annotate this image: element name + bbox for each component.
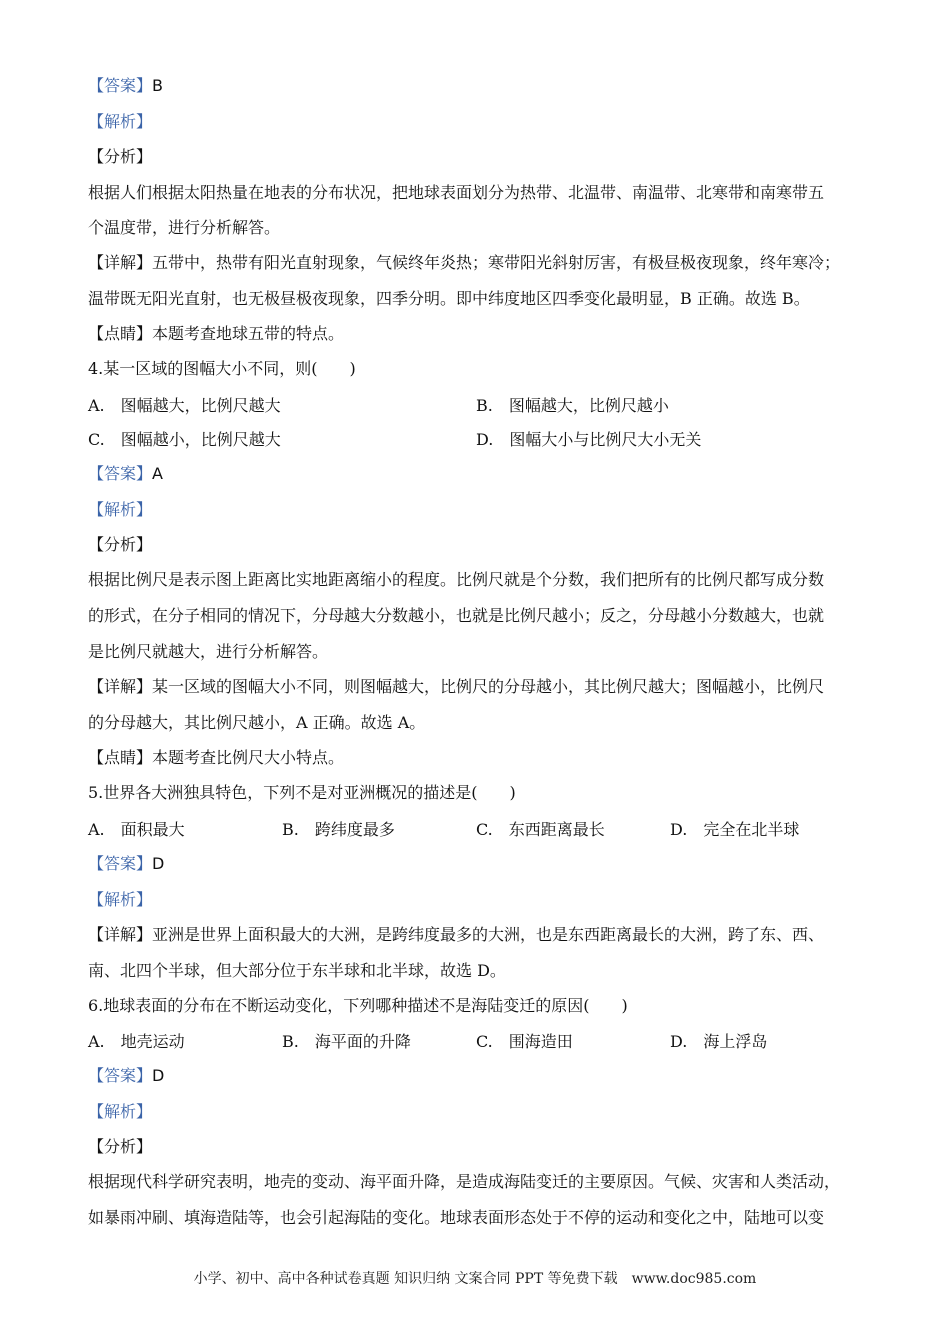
page-footer: 小学、初中、高中各种试卷真题 知识归纳 文案合同 PPT 等免费下载 www.doc985.com [193, 1271, 757, 1287]
q3-answer-line [88, 76, 163, 96]
q4-option-d: D. 图幅大小与比例尺大小无关 [476, 430, 702, 449]
q3-detail-line1: 【详解】五带中，热带有阳光直射现象，气候终年炎热；寒带阳光斜射厉害，有极昼极夜现象，终年寒冷； [88, 253, 841, 272]
q5-question: 5.世界各大洲独具特色，下列不是对亚洲概况的描述是( ) [88, 783, 516, 802]
q4-answer-value: A [152, 464, 163, 483]
q6-explanation-tag: 【解析】 [88, 1102, 153, 1121]
q5-option-d: D. 完全在北半球 [670, 820, 800, 839]
q4-analysis-line2: 的形式，在分子相同的情况下，分母越大分数越小，也就是比例尺越小；反之，分母越小分数越大，也就 [88, 606, 825, 625]
q6-option-c: C. 围海造田 [476, 1032, 573, 1051]
answer-tag: 【答案】 [88, 76, 153, 95]
q6-option-b: B. 海平面的升降 [282, 1032, 411, 1051]
q6-answer-line: 【答案】D [88, 1066, 165, 1085]
q6-option-d: D. 海上浮岛 [670, 1032, 768, 1051]
q4-analysis-tag: 【分析】 [88, 535, 153, 554]
q5-answer-value: D [152, 854, 165, 873]
q6-analysis-tag: 【分析】 [88, 1137, 153, 1156]
q5-detail-line1: 【详解】亚洲是世界上面积最大的大洲，是跨纬度最多的大洲，也是东西距离最长的大洲，跨了东、西、 [88, 925, 825, 944]
q4-detail-line2: 的分母越大，其比例尺越小，A 正确。故选 A。 [88, 713, 426, 732]
q6-analysis-line2: 如暴雨冲刷、填海造陆等，也会引起海陆的变化。地球表面形态处于不停的运动和变化之中，陆地可以变 [88, 1208, 825, 1227]
q4-question: 4.某一区域的图幅大小不同，则( ) [88, 359, 356, 378]
q4-key-point: 【点睛】本题考查比例尺大小特点。 [88, 748, 345, 767]
q4-answer-line: 【答案】A [88, 464, 163, 483]
q4-analysis-line1: 根据比例尺是表示图上距离比实地距离缩小的程度。比例尺就是个分数，我们把所有的比例尺都写成分数 [88, 570, 825, 589]
q5-detail-line2: 南、北四个半球，但大部分位于东半球和北半球，故选 D。 [88, 961, 506, 980]
q6-analysis-line1: 根据现代科学研究表明，地壳的变动、海平面升降，是造成海陆变迁的主要原因。气候、灾害和人类活动， [88, 1172, 841, 1191]
q5-option-b: B. 跨纬度最多 [282, 820, 395, 839]
q4-detail-line1: 【详解】某一区域的图幅大小不同，则图幅越大，比例尺的分母越小，其比例尺越大；图幅越小，比例尺 [88, 677, 825, 696]
q4-option-c: C. 图幅越小，比例尺越大 [88, 430, 281, 449]
q4-option-a: A. 图幅越大，比例尺越大 [88, 396, 281, 415]
q3-analysis-tag: 【分析】 [88, 147, 153, 166]
q4-option-b: B. 图幅越大，比例尺越小 [476, 396, 669, 415]
q6-option-a: A. 地壳运动 [88, 1032, 185, 1051]
q5-explanation-tag: 【解析】 [88, 890, 153, 909]
q3-answer-value: B [152, 76, 163, 95]
q3-key-point: 【点睛】本题考查地球五带的特点。 [88, 324, 345, 343]
q5-option-a: A. 面积最大 [88, 820, 185, 839]
q5-option-c: C. 东西距离最长 [476, 820, 605, 839]
q4-explanation-tag: 【解析】 [88, 500, 153, 519]
q3-detail-line2: 温带既无阳光直射，也无极昼极夜现象，四季分明。即中纬度地区四季变化最明显，B 正确。故选 B。 [88, 289, 810, 308]
q3-analysis-line2: 个温度带，进行分析解答。 [88, 218, 281, 237]
q6-question: 6.地球表面的分布在不断运动变化，下列哪种描述不是海陆变迁的原因( ) [88, 996, 628, 1015]
q3-analysis-line1: 根据人们根据太阳热量在地表的分布状况，把地球表面划分为热带、北温带、南温带、北寒带和南寒带五 [88, 183, 825, 202]
q5-answer-line: 【答案】D [88, 854, 165, 873]
q4-analysis-line3: 是比例尺就越大，进行分析解答。 [88, 642, 329, 661]
q6-answer-value: D [152, 1066, 165, 1085]
q3-explanation-tag: 【解析】 [88, 112, 153, 131]
